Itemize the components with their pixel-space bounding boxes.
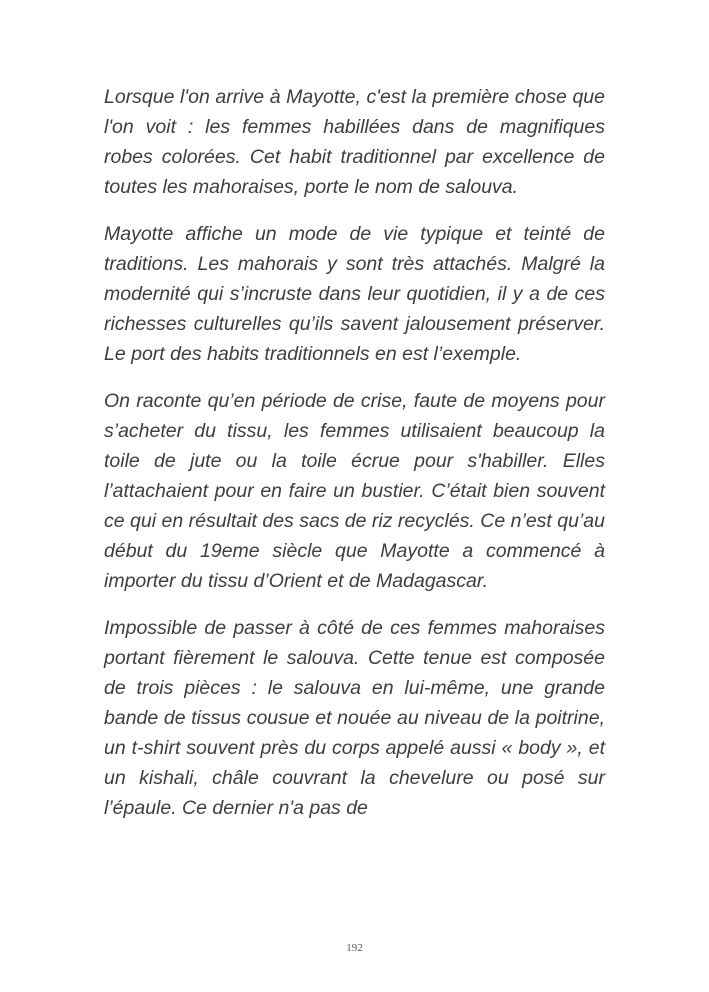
page-number: 192	[346, 942, 363, 954]
paragraph-4: Impossible de passer à côté de ces femmes mahoraises portant fièrement le salouva. Cette tenue est composée de trois pièces : le salouva en lui-même, une grande bande de tissus cousue et nouée au niveau de la poitrine, un t-shirt souvent près du corps appelé aussi « body », et un kishali, châle couvrant la chevelure ou posé sur l’épaule. Ce dernier n'a pas de	[104, 617, 605, 819]
paragraph-1: Lorsque l'on arrive à Mayotte, c'est la première chose que l'on voit : les femmes habillées dans de magnifiques robes colorées. Cet habit traditionnel par excellence de toutes les mahoraises, porte le nom de salouva.	[104, 86, 605, 198]
paragraph-3: On raconte qu’en période de crise, faute de moyens pour s’acheter du tissu, les femmes utilisaient beaucoup la toile de jute ou la toile écrue pour s'habiller. Elles l’attachaient pour en faire un bustier. C’était bien souvent ce qui en résultait des sacs de riz recyclés. Ce n’est qu’au début du 19eme siècle que Mayotte a commencé à importer du tissu d’Orient et de Madagascar.	[104, 390, 605, 592]
body-text	[104, 82, 605, 823]
paragraph-2: Mayotte affiche un mode de vie typique et teinté de traditions. Les mahorais y sont très attachés. Malgré la modernité qui s’incruste dans leur quotidien, il y a de ces richesses culturelles qu’ils savent jalousement préserver. Le port des habits traditionnels en est l’exemple.	[104, 223, 605, 365]
